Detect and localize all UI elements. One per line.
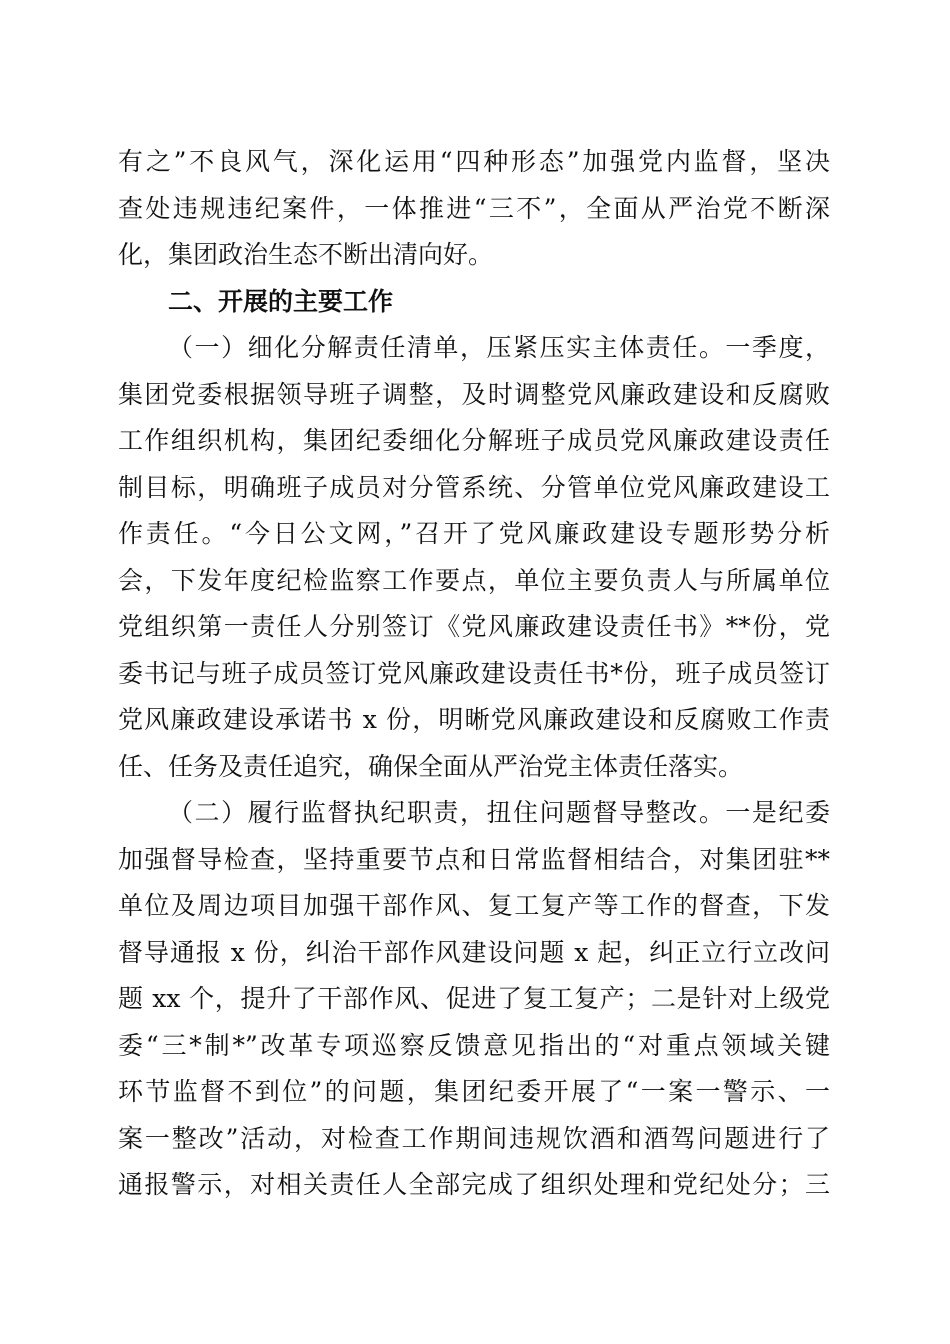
- paragraph-line: 任、任务及责任追究，确保全面从严治党主体责任落实。: [118, 752, 744, 781]
- paragraph-line: 委“三*制*”改革专项巡察反馈意见指出的“对重点领域关键: [118, 1031, 830, 1060]
- paragraph-line: 题 xx 个，提升了干部作风、促进了复工复产；二是针对上级党: [118, 984, 830, 1013]
- paragraph-line: 委书记与班子成员签订党风廉政建设责任书*份，班子成员签订: [118, 659, 830, 688]
- paragraph-line: 化，集团政治生态不断出清向好。: [118, 240, 494, 269]
- paragraph-line: （一）细化分解责任清单，压紧压实主体责任。一季度，: [168, 333, 830, 362]
- paragraph-line: 工作组织机构，集团纪委细化分解班子成员党风廉政建设责任: [118, 426, 830, 455]
- section-heading: 二、开展的主要工作: [168, 287, 394, 316]
- paragraph-line: 作责任。“今日公文网，”召开了党风廉政建设专题形势分析: [118, 519, 830, 548]
- paragraph-line: 会，下发年度纪检监察工作要点，单位主要负责人与所属单位: [118, 566, 830, 595]
- paragraph-line: （二）履行监督执纪职责，扭住问题督导整改。一是纪委: [168, 798, 830, 827]
- paragraph-line: 加强督导检查，坚持重要节点和日常监督相结合，对集团驻**: [118, 845, 830, 874]
- paragraph-line: 通报警示，对相关责任人全部完成了组织处理和党纪处分；三: [118, 1170, 830, 1199]
- paragraph-line: 督导通报 x 份，纠治干部作风建设问题 x 起，纠正立行立改问: [118, 938, 830, 967]
- paragraph-line: 党组织第一责任人分别签订《党风廉政建设责任书》**份，党: [118, 612, 830, 641]
- paragraph-line: 查处违规违纪案件，一体推进“三不”，全面从严治党不断深: [118, 194, 830, 223]
- paragraph-line: 有之”不良风气，深化运用“四种形态”加强党内监督，坚决: [118, 147, 830, 176]
- paragraph-line: 制目标，明确班子成员对分管系统、分管单位党风廉政建设工: [118, 473, 830, 502]
- paragraph-line: 环节监督不到位”的问题，集团纪委开展了“一案一警示、一: [118, 1077, 830, 1106]
- paragraph-line: 集团党委根据领导班子调整，及时调整党风廉政建设和反腐败: [118, 380, 830, 409]
- paragraph-line: 案一整改”活动，对检查工作期间违规饮酒和酒驾问题进行了: [118, 1124, 830, 1153]
- paragraph-line: 党风廉政建设承诺书 x 份，明晰党风廉政建设和反腐败工作责: [118, 705, 830, 734]
- paragraph-line: 单位及周边项目加强干部作风、复工复产等工作的督查，下发: [118, 891, 830, 920]
